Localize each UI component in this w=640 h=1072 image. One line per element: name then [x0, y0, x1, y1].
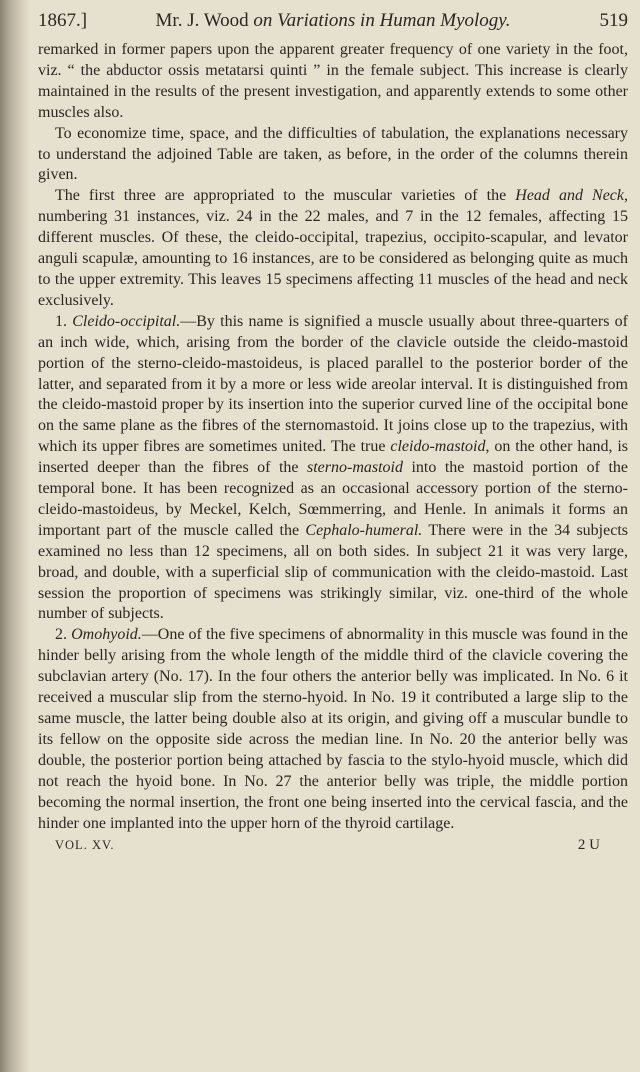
italic-term: sterno-mastoid [306, 459, 403, 477]
paragraph-omohyoid [38, 625, 628, 834]
text-run: remarked in former papers upon the apparent greater frequency of one variety in the foot, viz. “ the abductor ossis metatarsi quinti ” in the female subject. This increase is clearly maintained in the results of the present investigation, and apparently extends to some other muscles also. [38, 41, 628, 121]
paragraph-head-and-neck [38, 186, 628, 311]
italic-term: Cephalo-humeral. [305, 521, 423, 539]
header-page-number: 519 [599, 10, 628, 31]
body-text [38, 40, 628, 834]
text-run: 1. [55, 312, 73, 330]
paragraph-tabulation [38, 124, 628, 187]
text-run: , numbering 31 instances, viz. 24 in the 22 males, and 7 in the 12 females, affecting 15 different muscles. Of these, the cleido-occipital, trapezius, occipito-scapular, and levator anguli scapulæ, amounting to 16 instances, are to be considered as belonging quite as much to the upper extremity. This leaves 15 specimens affecting 11 muscles of the head and neck exclusively. [38, 187, 628, 309]
header-title-italic: on Variations in Human Myology. [253, 10, 511, 31]
italic-term: Omohyoid. [71, 626, 142, 644]
text-run: into the mastoid portion of the temporal bone. It has been recognized as an occasional accessory portion of the sterno-cleido-mastoideus, by Meckel, Kelch, Sœmmerring, and Henle. In animals it forms an important part of the muscle called the [38, 459, 628, 539]
paragraph-cleido-occipital [38, 312, 628, 626]
text-run: —One of the five specimens of abnormality in this muscle was found in the hinder belly arising from the whole length of the middle third of the clavicle covering the subclavian artery (No. 17). In the four others the anterior belly was implicated. In No. 6 it received a muscular slip from the sterno-hyoid. In No. 19 it contributed a large slip to the same muscle, the latter being double also at its origin, and giving off a muscular bundle to its fellow on the opposite side across the median line. In No. 20 the anterior belly was double, the posterior portion being attached by fascia to the stylo-hyoid muscle, which did not reach the hyoid bone. In No. 27 the anterior belly was triple, the middle portion becoming the normal insertion, the front one being inserted into the cervical fascia, and the hinder one implanted into the upper horn of the thyroid cartilage. [38, 626, 629, 832]
header-title-author: Mr. J. Wood [155, 10, 254, 31]
text-run: , on the other hand, is inserted deeper than the fibres of the [38, 438, 629, 477]
text-run: There were in the 34 subjects examined no less than 12 specimens, all on both sides. In subject 21 it was very large, broad, and double, with a superficial slip of communication with the cleido-mastoid. Last session the proportion of specimens was strikingly similar, viz. one-third of the whole number of subjects. [38, 521, 628, 623]
paragraph-continuation [38, 40, 628, 124]
italic-term: Head and Neck [515, 187, 624, 205]
text-run: —By this name is signified a muscle usually about three-quarters of an inch wide, which, arising from the border of the clavicle outside the cleido-mastoid portion of the sterno-cleido-mastoideus, is placed parallel to the posterior border of the latter, and separated from it by a more or less wide areolar interval. It is distinguished from the cleido-mastoid proper by its insertion into the superior curved line of the occipital bone on the same plane as the fibres of the sternomastoid. It joins close up to the trapezius, with which its upper fibres are sometimes united. The true [38, 312, 629, 456]
text-run: To economize time, space, and the difficulties of tabulation, the explanations necessary to understand the adjoined Table are taken, as before, in the order of the columns therein given. [38, 124, 628, 184]
text-run: The first three are appropriated to the muscular varieties of the [55, 187, 516, 205]
page-footer [38, 835, 628, 855]
text-run: 2. [55, 626, 72, 644]
footer-signature: 2 U [577, 837, 600, 854]
running-header [38, 8, 628, 34]
italic-term: cleido-mastoid [390, 438, 486, 456]
header-year: 1867.] [38, 10, 88, 31]
book-binding-shadow [0, 0, 30, 1072]
book-page [38, 8, 628, 855]
footer-volume: VOL. XV. [55, 838, 115, 853]
header-title [38, 8, 628, 34]
italic-term: Cleido-occipital. [72, 312, 181, 330]
